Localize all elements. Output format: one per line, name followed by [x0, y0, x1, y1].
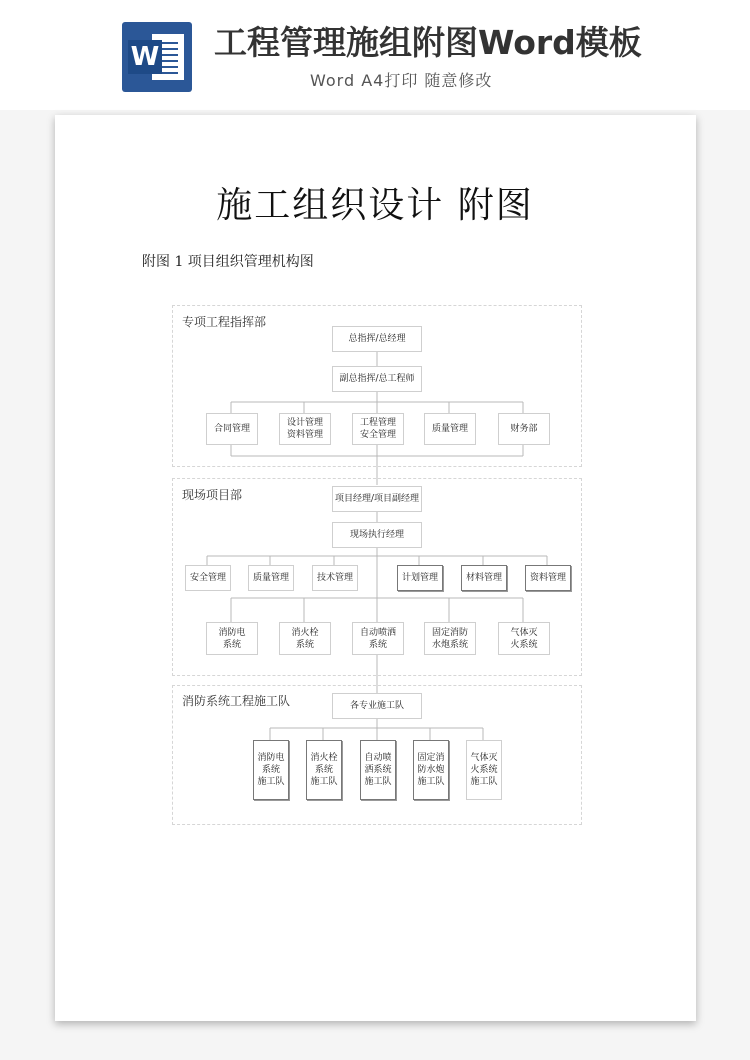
page-title: 工程管理施组附图Word模板 — [214, 23, 642, 62]
org-box-department: 质量管理 — [248, 565, 294, 591]
org-box-system: 消防电 系统 — [206, 622, 258, 655]
page-subtitle: Word A4打印 随意修改 — [310, 71, 493, 90]
org-box-team: 气体灭 火系统 施工队 — [466, 740, 502, 800]
section-label: 专项工程指挥部 — [182, 315, 267, 329]
org-box-department: 安全管理 — [185, 565, 231, 591]
org-box-department: 设计管理 资料管理 — [279, 413, 331, 445]
org-box-department: 合同管理 — [206, 413, 258, 445]
org-box-team: 消火栓 系统 施工队 — [306, 740, 342, 800]
document-title: 施工组织设计 附图 — [216, 185, 534, 226]
org-box-department: 工程管理 安全管理 — [352, 413, 404, 445]
org-box-site-exec-manager: 现场执行经理 — [332, 522, 422, 548]
org-box-system: 消火栓 系统 — [279, 622, 331, 655]
org-box-system: 气体灭 火系统 — [498, 622, 550, 655]
org-box-chief-commander: 总指挥/总经理 — [332, 326, 422, 352]
org-box-department: 材料管理 — [461, 565, 507, 591]
org-box-deputy-commander: 副总指挥/总工程师 — [332, 366, 422, 392]
org-box-team: 固定消 防水炮 施工队 — [413, 740, 449, 800]
org-box-department: 财务部 — [498, 413, 550, 445]
org-box-specialty-teams: 各专业施工队 — [332, 693, 422, 719]
org-box-department: 技术管理 — [312, 565, 358, 591]
org-box-system: 自动喷洒 系统 — [352, 622, 404, 655]
org-box-department: 质量管理 — [424, 413, 476, 445]
figure-caption: 附图 1 项目组织管理机构图 — [142, 254, 314, 270]
org-box-project-manager: 项目经理/项目副经理 — [332, 486, 422, 512]
org-box-team: 消防电 系统 施工队 — [253, 740, 289, 800]
org-box-team: 自动喷 洒系统 施工队 — [360, 740, 396, 800]
section-label: 现场项目部 — [182, 488, 243, 502]
org-box-department: 资料管理 — [525, 565, 571, 591]
section-label: 消防系统工程施工队 — [182, 694, 291, 708]
org-box-department: 计划管理 — [397, 565, 443, 591]
word-logo-icon: W — [122, 22, 192, 92]
org-box-system: 固定消防 水炮系统 — [424, 622, 476, 655]
